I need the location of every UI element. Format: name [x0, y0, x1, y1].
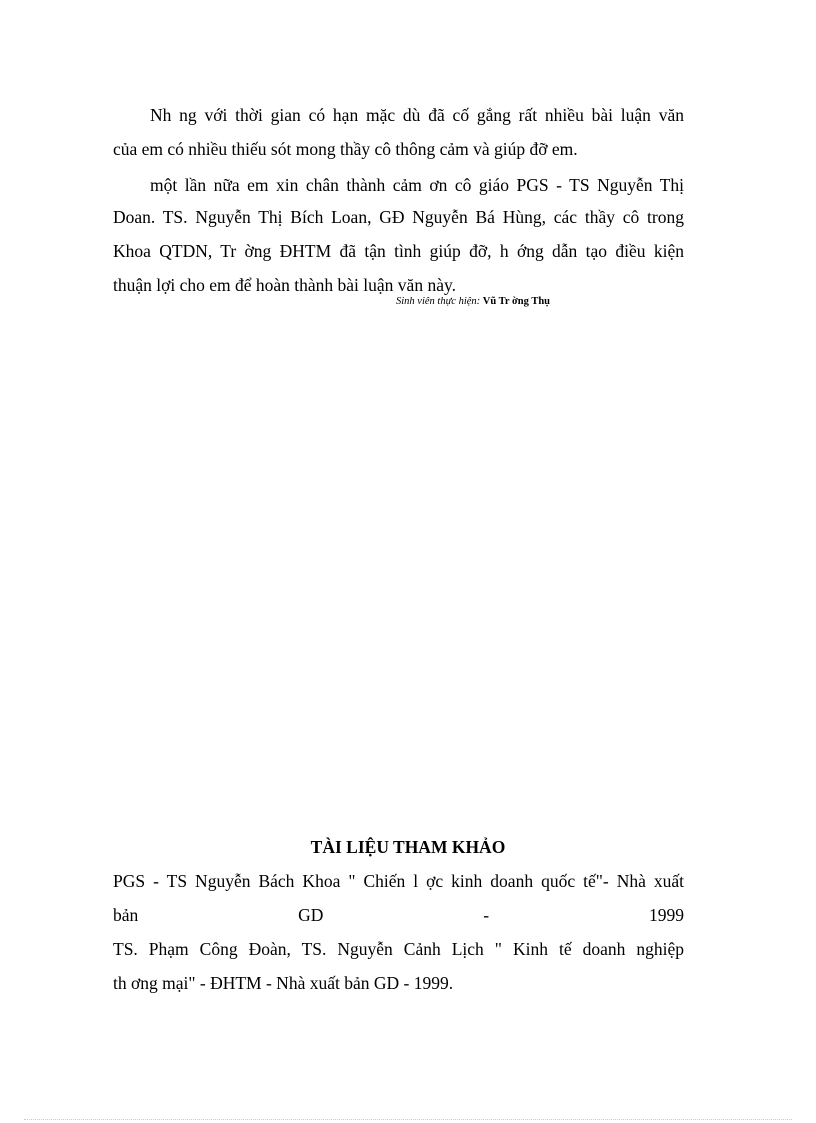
reference-line: th ơng mại" - ĐHTM - Nhà xuất bản GD - 1999.: [113, 973, 454, 993]
body-line: thuận lợi cho em để hoàn thành bài luận văn này.: [113, 275, 456, 295]
body-line: Nh ng với thời gian có hạn mặc dù đã cố gắng rất nhiều bài luận văn: [150, 105, 684, 125]
body-line: một lần nữa em xin chân thành cảm ơn cô giáo PGS - TS Nguyễn Thị: [150, 175, 684, 195]
reference-line: PGS - TS Nguyễn Bách Khoa " Chiến l ợc kinh doanh quốc tế"- Nhà xuất: [113, 871, 684, 891]
body-line: của em có nhiều thiếu sót mong thầy cô thông cảm và giúp đỡ em.: [113, 139, 578, 159]
signature-label: Sinh viên thực hiện:: [396, 296, 481, 307]
signature-name: Vũ Tr ờng Thụ: [482, 296, 550, 307]
body-line: Khoa QTDN, Tr ờng ĐHTM đã tận tình giúp đỡ, h ớng dẫn tạo điều kiện: [113, 241, 684, 261]
reference-line: bản GD - 1999: [113, 905, 684, 925]
reference-line: TS. Phạm Công Đoàn, TS. Nguyễn Cảnh Lịch " Kinh tế doanh nghiệp: [113, 939, 684, 959]
body-line: Doan. TS. Nguyễn Thị Bích Loan, GĐ Nguyễn Bá Hùng, các thầy cô trong: [113, 207, 684, 227]
references-title: TÀI LIỆU THAM KHẢO: [310, 837, 506, 857]
page-footer-divider: [24, 1119, 792, 1120]
signature: [396, 296, 550, 307]
